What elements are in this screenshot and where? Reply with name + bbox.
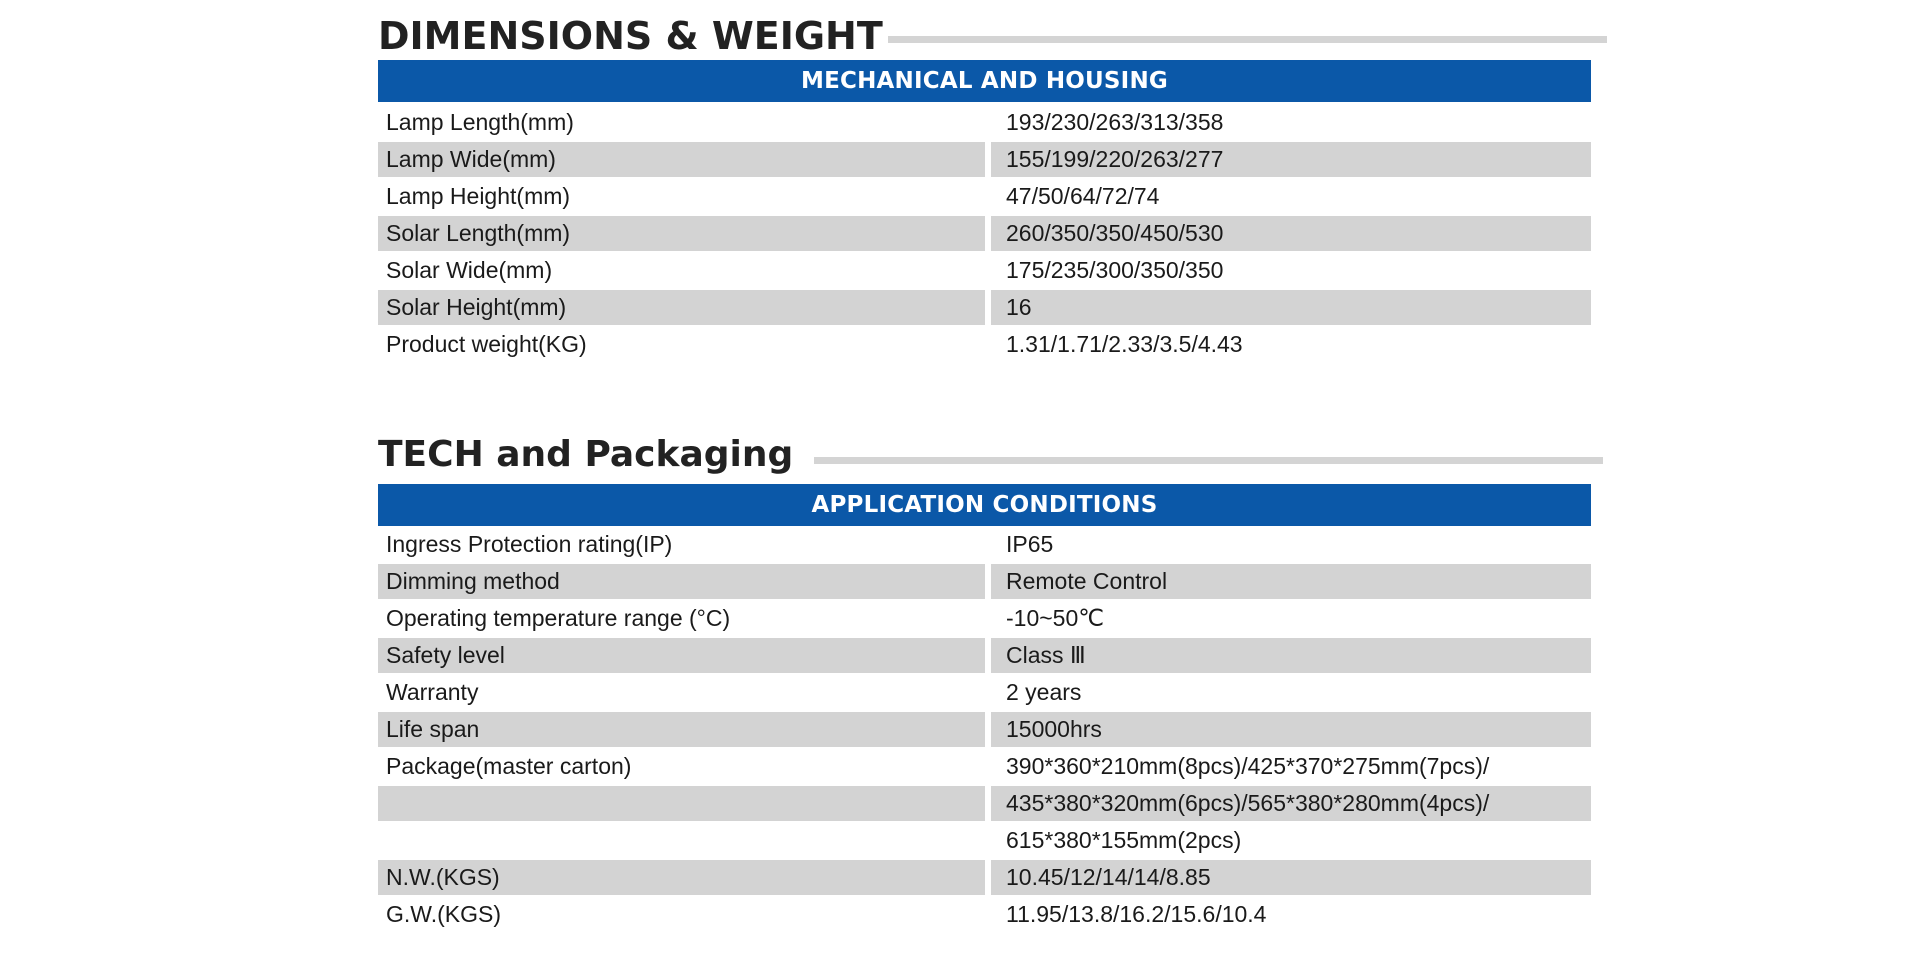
table-row [378,526,1591,563]
table-row [378,600,1591,637]
row-value: 260/350/350/450/530 [991,216,1591,251]
table-row [378,822,1591,859]
row-label [378,823,985,858]
row-label: Lamp Length(mm) [386,109,574,135]
row-value: 435*380*320mm(6pcs)/565*380*280mm(4pcs)/ [991,786,1591,821]
mechanical-housing-banner: MECHANICAL AND HOUSING [378,60,1591,102]
row-label: Package(master carton) [386,753,632,779]
row-label: Operating temperature range (°C) [386,605,731,631]
row-value: 615*380*155mm(2pcs) [1006,827,1242,853]
table-row [378,711,1591,748]
dimensions-table [378,104,1591,363]
row-label: Safety level [378,638,985,673]
row-value: 193/230/263/313/358 [1006,109,1224,135]
table-row [378,215,1591,252]
row-label: Solar Wide(mm) [386,257,553,283]
dimensions-title-rule [888,36,1607,43]
tech-title-rule [814,457,1603,464]
row-label: Lamp Height(mm) [386,183,571,209]
row-value: 15000hrs [991,712,1591,747]
row-value: 16 [991,290,1591,325]
application-conditions-banner: APPLICATION CONDITIONS [378,484,1591,526]
table-row [378,674,1591,711]
row-value: 175/235/300/350/350 [1006,257,1224,283]
table-row [378,178,1591,215]
tech-table [378,526,1591,933]
row-label: Solar Height(mm) [378,290,985,325]
row-value: 11.95/13.8/16.2/15.6/10.4 [1006,901,1267,927]
row-label: Warranty [386,679,479,705]
row-value: 155/199/220/263/277 [991,142,1591,177]
table-row [378,748,1591,785]
table-row [378,289,1591,326]
table-row [378,637,1591,674]
row-label: Ingress Protection rating(IP) [386,531,673,557]
row-label: N.W.(KGS) [378,860,985,895]
table-row [378,104,1591,141]
row-value: 10.45/12/14/14/8.85 [991,860,1591,895]
table-row [378,785,1591,822]
table-row [378,252,1591,289]
table-row [378,563,1591,600]
row-value: 390*360*210mm(8pcs)/425*370*275mm(7pcs)/ [1006,753,1490,779]
table-row [378,141,1591,178]
row-label: Dimming method [378,564,985,599]
table-row [378,326,1591,363]
row-value: 2 years [1006,679,1082,705]
tech-section-title: TECH and Packaging [378,434,794,475]
row-value: IP65 [1006,531,1054,557]
row-value: Class Ⅲ [991,638,1591,673]
row-value: Remote Control [991,564,1591,599]
row-value: 1.31/1.71/2.33/3.5/4.43 [1006,331,1243,357]
row-label: Solar Length(mm) [378,216,985,251]
row-value: -10~50℃ [1006,605,1105,631]
table-row [378,896,1591,933]
row-label: Product weight(KG) [386,331,587,357]
row-label: G.W.(KGS) [386,901,501,927]
row-label [378,786,985,821]
table-row [378,859,1591,896]
row-label: Life span [378,712,985,747]
row-value: 47/50/64/72/74 [1006,183,1160,209]
row-label: Lamp Wide(mm) [378,142,985,177]
dimensions-section-title: DIMENSIONS & WEIGHT [378,14,883,58]
